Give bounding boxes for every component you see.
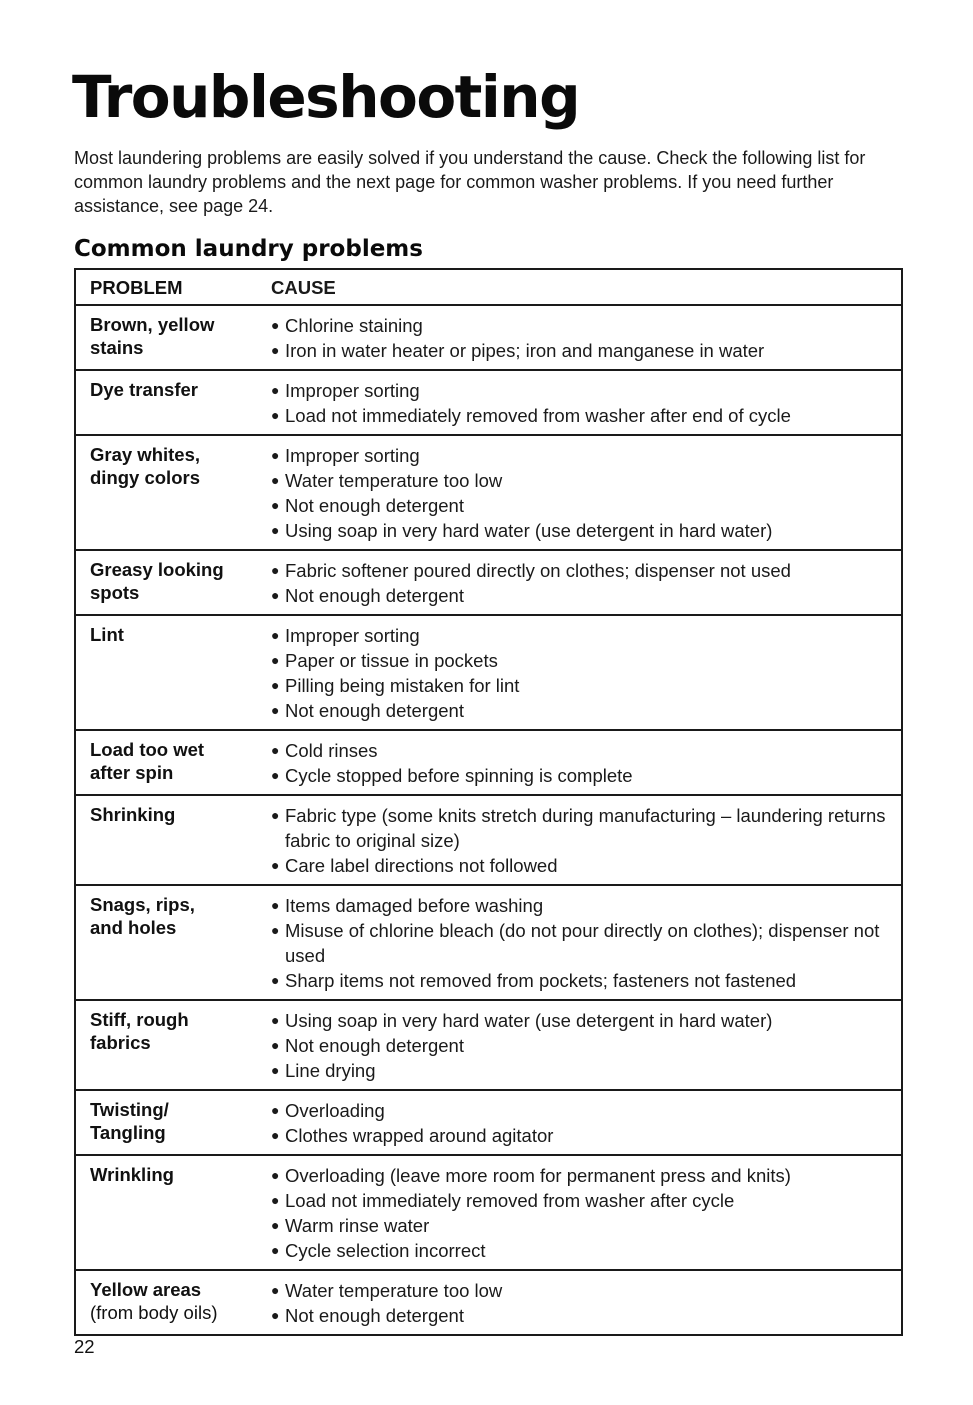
- table-row: [76, 1154, 901, 1269]
- table-row: [76, 369, 901, 434]
- cause-item: [271, 443, 901, 468]
- cause-text: Overloading: [285, 1100, 385, 1121]
- problem-cell: [76, 1278, 271, 1328]
- cause-list: [271, 378, 901, 428]
- problem-label: Stiff, rough: [90, 1009, 189, 1030]
- cause-list: [271, 1278, 901, 1328]
- cause-text: Load not immediately removed from washer after cycle: [285, 1190, 735, 1211]
- cause-item: [271, 968, 901, 993]
- cause-item: [271, 673, 901, 698]
- cause-text: Sharp items not removed from pockets; fasteners not fastened: [285, 970, 797, 991]
- page-title: Troubleshooting: [72, 63, 580, 131]
- cause-item: [271, 1303, 901, 1328]
- cause-item: [271, 493, 901, 518]
- cause-text: Using soap in very hard water (use detergent in hard water): [285, 1010, 773, 1031]
- cause-text: Not enough detergent: [285, 585, 464, 606]
- cause-list: [271, 313, 901, 363]
- cause-text: Paper or tissue in pockets: [285, 650, 498, 671]
- bullet-icon: ●: [271, 897, 280, 913]
- bullet-icon: ●: [271, 972, 280, 988]
- problem-label: Lint: [90, 624, 124, 645]
- cause-item: [271, 648, 901, 673]
- problem-cell: [76, 378, 271, 428]
- cause-item: [271, 583, 901, 608]
- cause-item: [271, 918, 901, 968]
- cause-text: Improper sorting: [285, 625, 420, 646]
- header-problem: PROBLEM: [90, 277, 183, 298]
- problem-cell: [76, 803, 271, 878]
- cause-text: Water temperature too low: [285, 1280, 503, 1301]
- cause-text: Not enough detergent: [285, 1305, 464, 1326]
- bullet-icon: ●: [271, 562, 280, 578]
- bullet-icon: ●: [271, 587, 280, 603]
- cause-text: Cycle selection incorrect: [285, 1240, 486, 1261]
- cause-list: [271, 558, 901, 608]
- cause-text: Cycle stopped before spinning is complete: [285, 765, 633, 786]
- table-row: [76, 1269, 901, 1334]
- cause-text: Misuse of chlorine bleach (do not pour directly on clothes); dispenser not used: [285, 920, 880, 966]
- cause-item: [271, 698, 901, 723]
- page-number: 22: [74, 1336, 95, 1357]
- table-row: [76, 729, 901, 794]
- cause-item: [271, 313, 901, 338]
- laundry-problems-table: [74, 268, 903, 1336]
- problem-label: Shrinking: [90, 804, 176, 825]
- cause-item: [271, 803, 901, 853]
- problem-label: Dye transfer: [90, 379, 198, 400]
- bullet-icon: ●: [271, 702, 280, 718]
- cause-text: Iron in water heater or pipes; iron and manganese in water: [285, 340, 765, 361]
- cause-text: Not enough detergent: [285, 495, 464, 516]
- cause-item: [271, 1058, 901, 1083]
- cause-item: [271, 1278, 901, 1303]
- bullet-icon: ●: [271, 472, 280, 488]
- bullet-icon: ●: [271, 807, 280, 823]
- bullet-icon: ●: [271, 1012, 280, 1028]
- bullet-icon: ●: [271, 1167, 280, 1183]
- cause-item: [271, 403, 901, 428]
- cause-text: Using soap in very hard water (use detergent in hard water): [285, 520, 773, 541]
- bullet-icon: ●: [271, 1192, 280, 1208]
- cause-item: [271, 1238, 901, 1263]
- table-body: [76, 304, 901, 1334]
- problem-sublabel: (from body oils): [90, 1302, 218, 1323]
- cause-item: [271, 558, 901, 583]
- problem-label: after spin: [90, 762, 174, 783]
- problem-cell: [76, 1008, 271, 1083]
- bullet-icon: ●: [271, 742, 280, 758]
- problem-label: Brown, yellow: [90, 314, 215, 335]
- cause-text: Chlorine staining: [285, 315, 423, 336]
- cause-item: [271, 1123, 901, 1148]
- cause-text: Not enough detergent: [285, 1035, 464, 1056]
- bullet-icon: ●: [271, 382, 280, 398]
- table-header-row: [76, 270, 901, 304]
- bullet-icon: ●: [271, 652, 280, 668]
- cause-text: Water temperature too low: [285, 470, 503, 491]
- cause-list: [271, 803, 901, 878]
- cause-item: [271, 518, 901, 543]
- cause-list: [271, 623, 901, 723]
- problem-label: Gray whites,: [90, 444, 201, 465]
- cause-text: Care label directions not followed: [285, 855, 558, 876]
- problem-cell: [76, 1098, 271, 1148]
- problem-cell: [76, 893, 271, 993]
- bullet-icon: ●: [271, 1217, 280, 1233]
- cause-item: [271, 378, 901, 403]
- bullet-icon: ●: [271, 522, 280, 538]
- cause-list: [271, 443, 901, 543]
- table-row: [76, 434, 901, 549]
- problem-label: spots: [90, 582, 140, 603]
- bullet-icon: ●: [271, 857, 280, 873]
- cause-item: [271, 738, 901, 763]
- cause-item: [271, 893, 901, 918]
- cause-item: [271, 1163, 901, 1188]
- cause-text: Load not immediately removed from washer after end of cycle: [285, 405, 791, 426]
- cause-item: [271, 468, 901, 493]
- bullet-icon: ●: [271, 1127, 280, 1143]
- section-title: Common laundry problems: [74, 236, 423, 262]
- table-row: [76, 614, 901, 729]
- cause-text: Improper sorting: [285, 445, 420, 466]
- bullet-icon: ●: [271, 1037, 280, 1053]
- problem-label: Twisting/: [90, 1099, 169, 1120]
- cause-item: [271, 763, 901, 788]
- cause-text: Cold rinses: [285, 740, 378, 761]
- cause-text: Fabric softener poured directly on clothes; dispenser not used: [285, 560, 791, 581]
- table-row: [76, 884, 901, 999]
- table-row: [76, 1089, 901, 1154]
- table-row: [76, 999, 901, 1089]
- bullet-icon: ●: [271, 1307, 280, 1323]
- bullet-icon: ●: [271, 767, 280, 783]
- bullet-icon: ●: [271, 627, 280, 643]
- problem-label: dingy colors: [90, 467, 200, 488]
- cause-text: Improper sorting: [285, 380, 420, 401]
- header-cause: CAUSE: [271, 277, 336, 298]
- bullet-icon: ●: [271, 1282, 280, 1298]
- problem-label: Load too wet: [90, 739, 205, 760]
- cause-text: Warm rinse water: [285, 1215, 430, 1236]
- problem-cell: [76, 313, 271, 363]
- problem-cell: [76, 623, 271, 723]
- bullet-icon: ●: [271, 317, 280, 333]
- cause-list: [271, 1008, 901, 1083]
- table-row: [76, 304, 901, 369]
- bullet-icon: ●: [271, 342, 280, 358]
- cause-text: Clothes wrapped around agitator: [285, 1125, 554, 1146]
- problem-cell: [76, 558, 271, 608]
- problem-label: stains: [90, 337, 144, 358]
- cause-list: [271, 893, 901, 993]
- bullet-icon: ●: [271, 447, 280, 463]
- problem-cell: [76, 1163, 271, 1263]
- cause-text: Fabric type (some knits stretch during manufacturing – laundering returns fabric to original size): [285, 805, 886, 851]
- problem-label: Tangling: [90, 1122, 166, 1143]
- cause-item: [271, 1188, 901, 1213]
- cause-item: [271, 623, 901, 648]
- cause-text: Line drying: [285, 1060, 376, 1081]
- problem-cell: [76, 443, 271, 543]
- table-row: [76, 794, 901, 884]
- cause-list: [271, 1163, 901, 1263]
- cause-item: [271, 1033, 901, 1058]
- cause-text: Pilling being mistaken for lint: [285, 675, 520, 696]
- problem-label: fabrics: [90, 1032, 151, 1053]
- problem-cell: [76, 738, 271, 788]
- problem-label: and holes: [90, 917, 177, 938]
- bullet-icon: ●: [271, 497, 280, 513]
- table-row: [76, 549, 901, 614]
- cause-list: [271, 738, 901, 788]
- cause-item: [271, 338, 901, 363]
- cause-text: Items damaged before washing: [285, 895, 544, 916]
- cause-item: [271, 1213, 901, 1238]
- problem-label: Greasy looking: [90, 559, 224, 580]
- bullet-icon: ●: [271, 1062, 280, 1078]
- intro-paragraph: Most laundering problems are easily solved if you understand the cause. Check the following list for common laundry problems and the next page for common washer problems. If you need further assistance, see page 24.: [74, 148, 866, 216]
- problem-label: Yellow areas: [90, 1279, 202, 1300]
- bullet-icon: ●: [271, 922, 280, 938]
- bullet-icon: ●: [271, 407, 280, 423]
- problem-label: Wrinkling: [90, 1164, 174, 1185]
- cause-item: [271, 853, 901, 878]
- cause-text: Not enough detergent: [285, 700, 464, 721]
- cause-item: [271, 1098, 901, 1123]
- bullet-icon: ●: [271, 1242, 280, 1258]
- cause-text: Overloading (leave more room for permanent press and knits): [285, 1165, 791, 1186]
- bullet-icon: ●: [271, 1102, 280, 1118]
- problem-label: Snags, rips,: [90, 894, 195, 915]
- cause-item: [271, 1008, 901, 1033]
- bullet-icon: ●: [271, 677, 280, 693]
- cause-list: [271, 1098, 901, 1148]
